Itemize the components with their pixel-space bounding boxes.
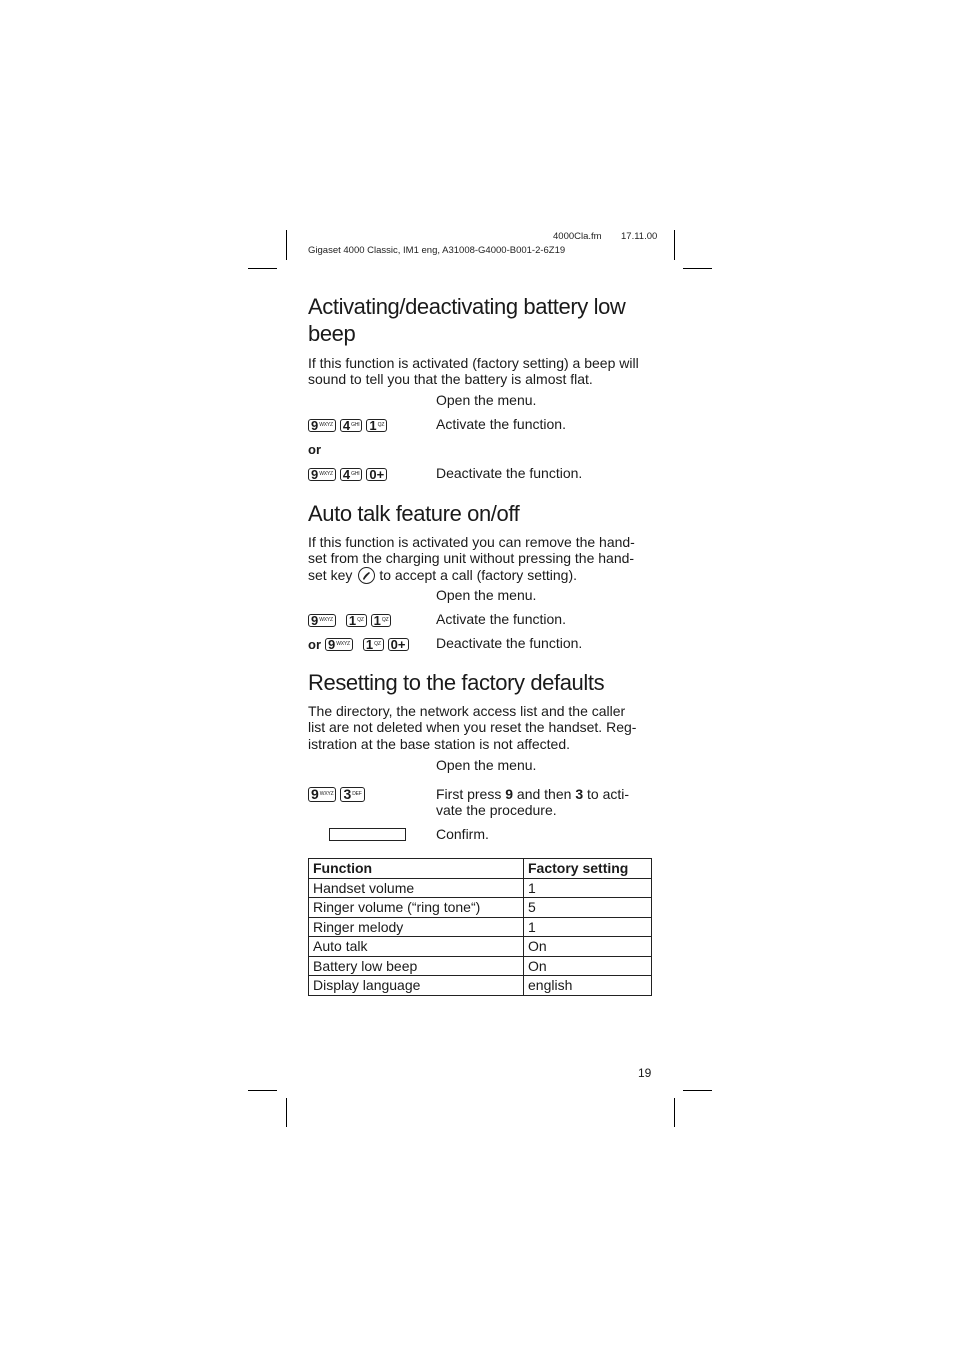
table-row <box>309 937 652 957</box>
talk-key-icon <box>358 567 375 584</box>
key-0-icon: 0+ <box>366 468 387 481</box>
section1-step-activate: Activate the function. <box>436 416 566 432</box>
table-cell: On <box>524 956 652 976</box>
page-number: 19 <box>638 1066 652 1080</box>
section1-title-line2: beep <box>308 321 356 346</box>
table-cell: Ringer volume (“ring tone“) <box>309 898 524 918</box>
table-row <box>309 917 652 937</box>
table-header-factory-setting: Factory setting <box>524 859 652 879</box>
section1-or: or <box>308 442 321 457</box>
crop-mark <box>674 1098 675 1127</box>
table-cell: 5 <box>524 898 652 918</box>
table-row <box>309 878 652 898</box>
key-4-icon: 4 GHI <box>340 419 363 432</box>
section2-step-deactivate: Deactivate the function. <box>436 635 583 651</box>
section3-paragraph: The directory, the network access list and the caller list are not deleted when you reset the handset. Reg- istration at the base station is not affected. <box>308 703 637 752</box>
table-cell: Auto talk <box>309 937 524 957</box>
section1-title-line1: Activating/deactivating battery low <box>308 294 626 319</box>
table-header-row <box>309 859 652 879</box>
section3-step-open: Open the menu. <box>436 757 537 773</box>
table-cell: 1 <box>524 878 652 898</box>
key-0-icon: 0+ <box>388 638 409 651</box>
crop-mark <box>286 1098 287 1127</box>
section1-keys-activate <box>308 418 387 433</box>
section2-keys-deactivate <box>308 637 409 652</box>
section3-step-press: First press 9 and then 3 to acti- vate the procedure. <box>436 786 630 819</box>
crop-mark <box>674 230 675 260</box>
key-9-icon: 9 WXYZ <box>308 419 336 432</box>
key-1-icon: 1 QZ <box>363 638 384 651</box>
section3-step-confirm: Confirm. <box>436 826 489 842</box>
section2-paragraph: If this function is activated you can remove the hand- set from the charging unit without pressing the hand- set key to accept a call (factory setting). <box>308 534 635 583</box>
crop-mark <box>286 230 287 260</box>
section2-keys-activate <box>308 613 391 628</box>
key-9-icon: 9 WXYZ <box>308 614 336 627</box>
section3-title: Resetting to the factory defaults <box>308 670 605 695</box>
table-cell: Handset volume <box>309 878 524 898</box>
section2-title: Auto talk feature on/off <box>308 501 520 526</box>
section2-step-activate: Activate the function. <box>436 611 566 627</box>
table-row <box>309 898 652 918</box>
header-date: 17.11.00 <box>621 231 658 242</box>
table-cell: Display language <box>309 976 524 996</box>
crop-mark <box>683 1090 712 1091</box>
section2-step-open: Open the menu. <box>436 587 537 603</box>
key-9-icon: 9 WXYZ <box>308 787 336 802</box>
crop-mark <box>683 268 712 269</box>
key-1-icon: 1 QZ <box>371 614 392 627</box>
header-file: 4000Cla.fm <box>553 231 602 242</box>
section2-or: or <box>308 637 321 652</box>
factory-settings-table <box>308 858 652 996</box>
table-cell: 1 <box>524 917 652 937</box>
key-3-icon: 3 DEF <box>340 787 364 802</box>
header-model-line: Gigaset 4000 Classic, IM1 eng, A31008-G4000-B001-2-6Z19 <box>308 245 566 256</box>
section1-paragraph: If this function is activated (factory setting) a beep will sound to tell you that the battery is almost flat. <box>308 355 639 388</box>
table-header-function: Function <box>309 859 524 879</box>
key-4-icon: 4 GHI <box>340 468 363 481</box>
table-cell: Ringer melody <box>309 917 524 937</box>
display-softkey[interactable] <box>329 828 406 841</box>
key-9-icon: 9 WXYZ <box>308 468 336 481</box>
section1-step-deactivate: Deactivate the function. <box>436 465 583 481</box>
crop-mark <box>248 1090 277 1091</box>
section1-keys-deactivate <box>308 467 387 482</box>
table-cell: On <box>524 937 652 957</box>
table-cell: Battery low beep <box>309 956 524 976</box>
table-cell: english <box>524 976 652 996</box>
section1-step-open: Open the menu. <box>436 392 537 408</box>
table-row <box>309 976 652 996</box>
section3-keys <box>308 787 365 802</box>
table-row <box>309 956 652 976</box>
key-1-icon: 1 QZ <box>346 614 367 627</box>
crop-mark <box>248 268 277 269</box>
key-1-icon: 1 QZ <box>366 419 387 432</box>
key-9-icon: 9 WXYZ <box>325 638 353 651</box>
section1-title <box>308 293 625 347</box>
